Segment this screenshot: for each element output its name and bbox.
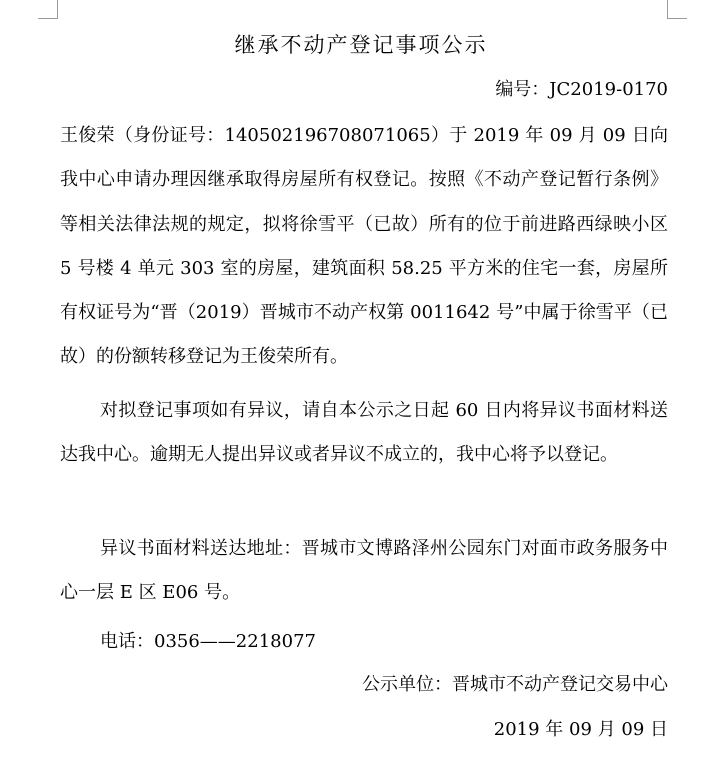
crop-mark-top-right-vertical (667, 0, 668, 18)
document-number: 编号：JC2019-0170 (495, 79, 668, 100)
address-paragraph: 异议书面材料送达地址：晋城市文博路泽州公园东门对面市政务服务中心一层 E 区 E06 号。 (60, 538, 668, 604)
crop-mark-top-left-vertical (57, 0, 58, 18)
main-paragraph: 王俊荣（身份证号：140502196708071065）于 2019 年 09 月 09 日向我中心申请办理因继承取得房屋所有权登记。按照《不动产登记暂行条例》等相关法律法规的规定，拟将徐雪平（已故）所有的位于前进路西绿映小区 5 号楼 4 单元 303 室的房屋，建筑面积 58.25 平方米的住宅一套，房屋所有权证号为“晋（2019）晋城市不动产权第 0011642 号”中属于徐雪平（已故）的份额转移登记为王俊荣所有。 (60, 125, 668, 368)
phone-paragraph: 电话：0356——2218077 (100, 631, 316, 652)
publish-date: 2019 年 09 月 09 日 (493, 719, 668, 740)
crop-mark-top-right-horizontal (667, 18, 687, 19)
document-title: 继承不动产登记事项公示 (234, 33, 488, 57)
crop-mark-top-left-horizontal (38, 18, 58, 19)
objection-paragraph: 对拟登记事项如有异议，请自本公示之日起 60 日内将异议书面材料送达我中心。逾期无人提出异议或者异议不成立的，我中心将予以登记。 (60, 400, 668, 466)
publishing-unit: 公示单位：晋城市不动产登记交易中心 (362, 674, 668, 695)
